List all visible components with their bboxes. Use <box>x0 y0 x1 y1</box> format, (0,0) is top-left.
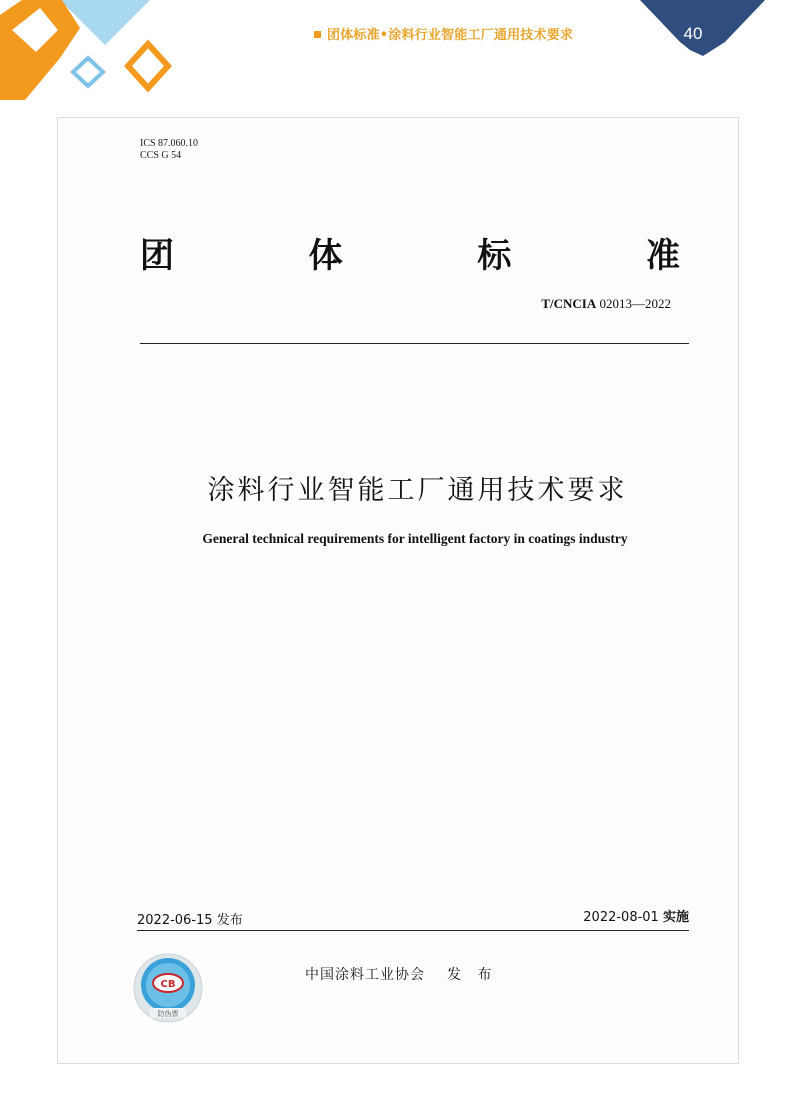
issue-label: 发布 <box>216 913 243 928</box>
anti-counterfeit-seal-icon <box>132 952 204 1024</box>
orange-square-icon <box>314 31 321 38</box>
heading-char: 标 <box>477 236 512 276</box>
orange-diamond-outline <box>128 44 168 88</box>
svg-text:防伪票: 防伪票 <box>157 1010 179 1018</box>
top-divider <box>140 343 689 344</box>
header-decoration <box>0 0 190 110</box>
publisher-name: 中国涂料工业协会 <box>305 967 425 983</box>
standard-number <box>541 296 671 312</box>
header-title: 团体标准•涂料行业智能工厂通用技术要求 <box>314 24 573 43</box>
svg-text:CB: CB <box>160 979 176 990</box>
bottom-divider <box>137 930 689 931</box>
ccs-code: CCS G 54 <box>140 150 182 161</box>
standard-code: 02013—2022 <box>599 296 671 311</box>
publisher-action: 发 布 <box>447 967 498 983</box>
ics-code: ICS 87.060.10 <box>140 138 199 149</box>
small-blue-diamond-outline <box>73 58 103 86</box>
document-title-en: General technical requirements for intelligent factory in coatings industry <box>202 531 628 546</box>
implementation-date-value: 2022-08-01 <box>583 910 659 925</box>
heading-char: 团 <box>140 236 174 276</box>
classification-codes <box>140 138 198 162</box>
heading-char: 准 <box>645 236 680 276</box>
standard-prefix: T/CNCIA <box>541 296 597 311</box>
implementation-label: 实施 <box>662 910 689 925</box>
page-number: 40 <box>683 24 703 43</box>
document-title-cn: 涂料行业智能工厂通用技术要求 <box>207 475 628 506</box>
issue-date <box>137 909 243 928</box>
issue-date-value: 2022-06-15 <box>137 913 213 928</box>
standard-type-heading <box>140 228 680 277</box>
implementation-date <box>583 906 689 925</box>
publisher <box>305 964 497 984</box>
heading-char: 体 <box>308 236 343 276</box>
